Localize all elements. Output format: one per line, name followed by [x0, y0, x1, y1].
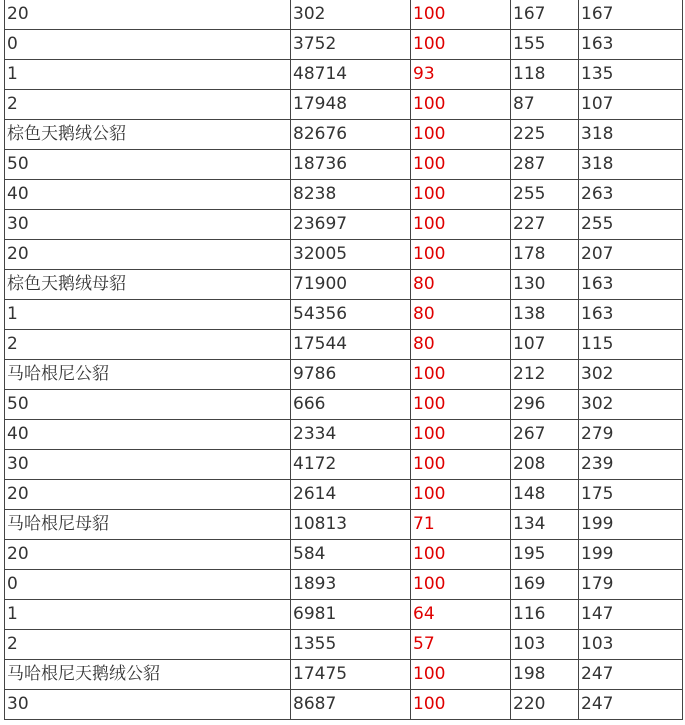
cell-min: 255 — [511, 180, 579, 210]
cell-min: 155 — [511, 30, 579, 60]
cell-min: 198 — [511, 660, 579, 690]
cell-count: 584 — [291, 540, 411, 570]
cell-label: 马哈根尼天鹅绒公貂 — [5, 660, 291, 690]
cell-label: 马哈根尼公貂 — [5, 360, 291, 390]
table-row — [5, 120, 683, 150]
table-row — [5, 60, 683, 90]
cell-max: 103 — [579, 630, 683, 660]
cell-min: 118 — [511, 60, 579, 90]
cell-percent: 80 — [411, 270, 511, 300]
cell-label: 40 — [5, 420, 291, 450]
cell-max: 255 — [579, 210, 683, 240]
table-row — [5, 390, 683, 420]
cell-percent: 100 — [411, 0, 511, 30]
cell-max: 147 — [579, 600, 683, 630]
cell-min: 287 — [511, 150, 579, 180]
cell-min: 169 — [511, 570, 579, 600]
cell-count: 8687 — [291, 690, 411, 720]
cell-min: 225 — [511, 120, 579, 150]
table-row — [5, 30, 683, 60]
cell-label: 20 — [5, 0, 291, 30]
cell-label: 30 — [5, 450, 291, 480]
cell-min: 296 — [511, 390, 579, 420]
table-row — [5, 210, 683, 240]
table-row — [5, 180, 683, 210]
cell-count: 2334 — [291, 420, 411, 450]
cell-label: 马哈根尼母貂 — [5, 510, 291, 540]
table-body — [5, 0, 683, 720]
cell-count: 82676 — [291, 120, 411, 150]
cell-max: 263 — [579, 180, 683, 210]
cell-count: 3752 — [291, 30, 411, 60]
cell-min: 107 — [511, 330, 579, 360]
cell-count: 32005 — [291, 240, 411, 270]
cell-label: 棕色天鹅绒公貂 — [5, 120, 291, 150]
cell-percent: 100 — [411, 480, 511, 510]
cell-count: 17948 — [291, 90, 411, 120]
cell-min: 87 — [511, 90, 579, 120]
cell-min: 212 — [511, 360, 579, 390]
cell-max: 163 — [579, 270, 683, 300]
table-row — [5, 240, 683, 270]
cell-max: 115 — [579, 330, 683, 360]
cell-count: 302 — [291, 0, 411, 30]
cell-percent: 100 — [411, 180, 511, 210]
cell-label: 40 — [5, 180, 291, 210]
cell-label: 棕色天鹅绒母貂 — [5, 270, 291, 300]
cell-percent: 100 — [411, 540, 511, 570]
cell-max: 163 — [579, 30, 683, 60]
cell-min: 167 — [511, 0, 579, 30]
cell-count: 2614 — [291, 480, 411, 510]
cell-label: 2 — [5, 630, 291, 660]
cell-label: 1 — [5, 300, 291, 330]
table-row — [5, 420, 683, 450]
cell-percent: 100 — [411, 240, 511, 270]
cell-min: 103 — [511, 630, 579, 660]
table-row — [5, 570, 683, 600]
cell-min: 208 — [511, 450, 579, 480]
cell-count: 6981 — [291, 600, 411, 630]
table-row — [5, 600, 683, 630]
cell-label: 50 — [5, 390, 291, 420]
cell-min: 116 — [511, 600, 579, 630]
table-row — [5, 450, 683, 480]
table-row — [5, 360, 683, 390]
cell-count: 9786 — [291, 360, 411, 390]
cell-max: 239 — [579, 450, 683, 480]
cell-min: 195 — [511, 540, 579, 570]
cell-count: 17544 — [291, 330, 411, 360]
cell-max: 279 — [579, 420, 683, 450]
cell-label: 0 — [5, 30, 291, 60]
cell-max: 247 — [579, 690, 683, 720]
cell-min: 178 — [511, 240, 579, 270]
cell-count: 666 — [291, 390, 411, 420]
cell-count: 10813 — [291, 510, 411, 540]
cell-count: 48714 — [291, 60, 411, 90]
cell-label: 2 — [5, 90, 291, 120]
cell-percent: 71 — [411, 510, 511, 540]
cell-count: 17475 — [291, 660, 411, 690]
cell-label: 2 — [5, 330, 291, 360]
cell-count: 71900 — [291, 270, 411, 300]
cell-percent: 64 — [411, 600, 511, 630]
table-row — [5, 330, 683, 360]
cell-percent: 80 — [411, 300, 511, 330]
cell-max: 302 — [579, 390, 683, 420]
cell-max: 199 — [579, 540, 683, 570]
cell-min: 134 — [511, 510, 579, 540]
table-row — [5, 690, 683, 720]
cell-max: 247 — [579, 660, 683, 690]
cell-percent: 93 — [411, 60, 511, 90]
table-row — [5, 0, 683, 30]
cell-max: 179 — [579, 570, 683, 600]
cell-max: 163 — [579, 300, 683, 330]
cell-max: 199 — [579, 510, 683, 540]
cell-max: 167 — [579, 0, 683, 30]
table-row — [5, 540, 683, 570]
cell-percent: 80 — [411, 330, 511, 360]
cell-min: 148 — [511, 480, 579, 510]
cell-percent: 100 — [411, 150, 511, 180]
table-row — [5, 660, 683, 690]
data-table — [4, 0, 683, 720]
cell-percent: 100 — [411, 570, 511, 600]
cell-max: 318 — [579, 150, 683, 180]
table-row — [5, 300, 683, 330]
cell-count: 8238 — [291, 180, 411, 210]
cell-count: 18736 — [291, 150, 411, 180]
cell-max: 175 — [579, 480, 683, 510]
table-row — [5, 510, 683, 540]
cell-min: 267 — [511, 420, 579, 450]
cell-count: 1355 — [291, 630, 411, 660]
cell-max: 318 — [579, 120, 683, 150]
table-row — [5, 150, 683, 180]
cell-label: 0 — [5, 570, 291, 600]
cell-label: 20 — [5, 480, 291, 510]
cell-min: 138 — [511, 300, 579, 330]
cell-count: 4172 — [291, 450, 411, 480]
cell-percent: 100 — [411, 90, 511, 120]
cell-label: 20 — [5, 540, 291, 570]
cell-label: 1 — [5, 600, 291, 630]
cell-label: 30 — [5, 690, 291, 720]
table-row — [5, 90, 683, 120]
cell-label: 20 — [5, 240, 291, 270]
cell-count: 23697 — [291, 210, 411, 240]
cell-percent: 100 — [411, 30, 511, 60]
cell-percent: 57 — [411, 630, 511, 660]
cell-percent: 100 — [411, 360, 511, 390]
table-row — [5, 270, 683, 300]
cell-percent: 100 — [411, 120, 511, 150]
table-row — [5, 630, 683, 660]
cell-max: 135 — [579, 60, 683, 90]
cell-percent: 100 — [411, 420, 511, 450]
table-row — [5, 480, 683, 510]
cell-percent: 100 — [411, 690, 511, 720]
cell-label: 1 — [5, 60, 291, 90]
cell-count: 54356 — [291, 300, 411, 330]
cell-label: 50 — [5, 150, 291, 180]
cell-min: 220 — [511, 690, 579, 720]
cell-count: 1893 — [291, 570, 411, 600]
cell-percent: 100 — [411, 390, 511, 420]
cell-max: 107 — [579, 90, 683, 120]
cell-percent: 100 — [411, 450, 511, 480]
cell-max: 207 — [579, 240, 683, 270]
cell-label: 30 — [5, 210, 291, 240]
cell-max: 302 — [579, 360, 683, 390]
cell-percent: 100 — [411, 210, 511, 240]
cell-min: 227 — [511, 210, 579, 240]
cell-percent: 100 — [411, 660, 511, 690]
cell-min: 130 — [511, 270, 579, 300]
